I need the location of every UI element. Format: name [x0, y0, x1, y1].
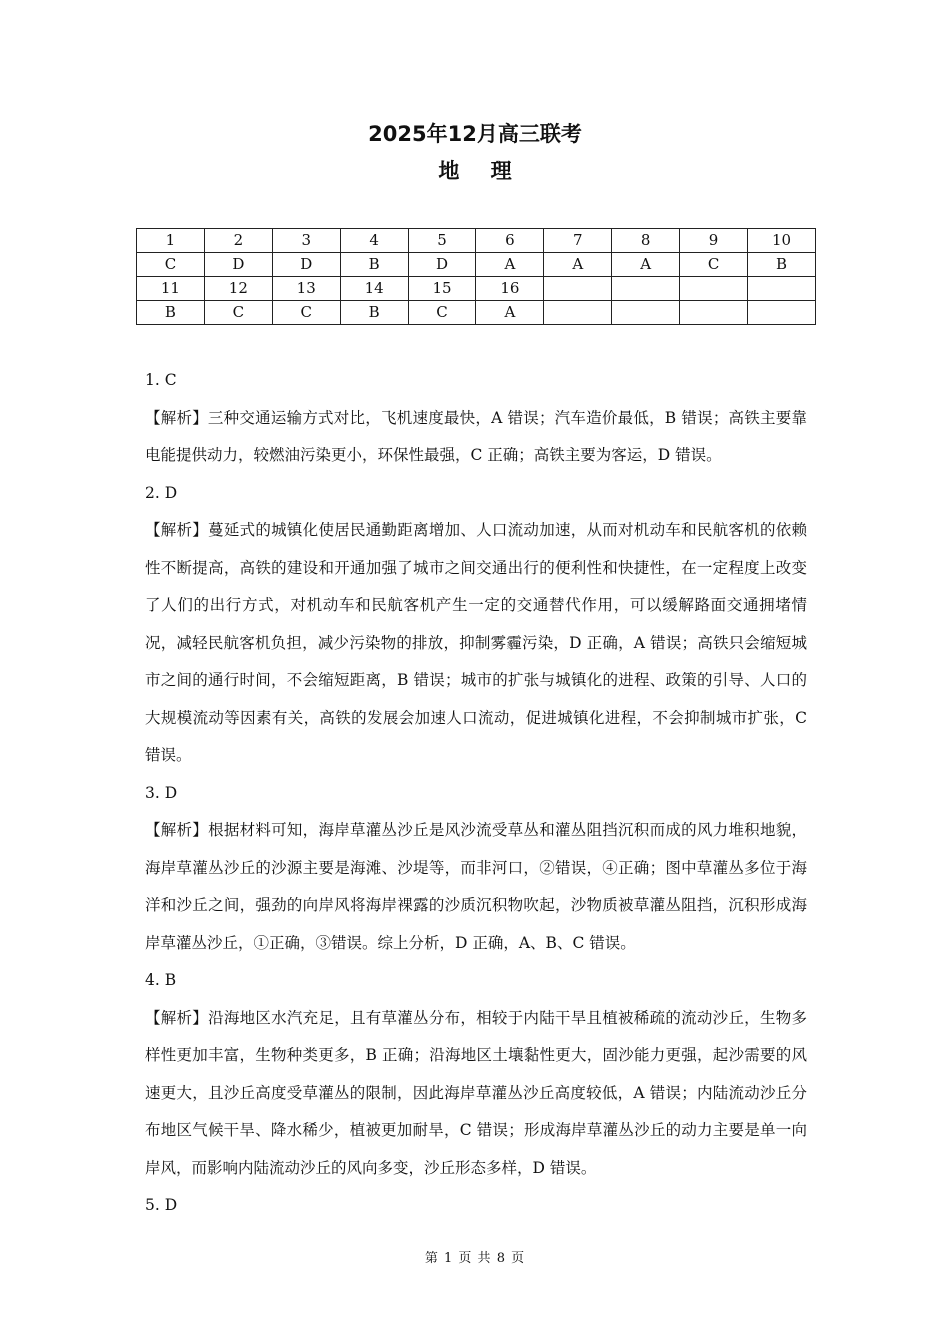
question-number-cell: [748, 277, 816, 301]
answer-cell: A: [612, 253, 680, 277]
question-number-cell: 14: [340, 277, 408, 301]
answer-analysis: 【解析】根据材料可知，海岸草灌丛沙丘是风沙流受草丛和灌丛阻挡沉积而成的风力堆积地貌，海岸草灌丛沙丘的沙源主要是海滩、沙堤等，而非河口，②错误，④正确；图中草灌丛多位于海洋和沙丘之间，强劲的向岸风将海岸裸露的沙质沉积物吹起，沙物质被草灌丛阻挡，沉积形成海岸草灌丛沙丘，①正确，③错误。综上分析，D 正确，A、B、C 错误。: [145, 821, 807, 952]
question-number-cell: [680, 277, 748, 301]
question-number-cell: 4: [340, 229, 408, 253]
document-title: 2025年12月高三联考: [368, 122, 582, 146]
question-number-cell: 9: [680, 229, 748, 253]
answer-table-row: [137, 253, 816, 277]
answer-cell: D: [408, 253, 476, 277]
question-number-cell: [612, 277, 680, 301]
answer-cell: B: [340, 253, 408, 277]
question-number-cell: 16: [476, 277, 544, 301]
answer-cell: [612, 301, 680, 325]
answer-cell: B: [137, 301, 205, 325]
answer-cell: C: [272, 301, 340, 325]
answer-cell: [748, 301, 816, 325]
question-number-cell: 12: [204, 277, 272, 301]
question-number-cell: 5: [408, 229, 476, 253]
answer-cell: [544, 301, 612, 325]
answer-table-row: [137, 301, 816, 325]
answer-cell: [680, 301, 748, 325]
answer-cell: C: [408, 301, 476, 325]
question-number-cell: 11: [137, 277, 205, 301]
question-number-cell: [544, 277, 612, 301]
question-number-cell: 3: [272, 229, 340, 253]
question-number-cell: 2: [204, 229, 272, 253]
answer-table: [136, 228, 816, 325]
question-number-cell: 15: [408, 277, 476, 301]
answer-analysis: 【解析】沿海地区水汽充足，且有草灌丛分布，相较于内陆干旱且植被稀疏的流动沙丘，生物多样性更加丰富，生物种类更多，B 正确；沿海地区土壤黏性更大，固沙能力更强，起沙需要的风速更大，且沙丘高度受草灌丛的限制，因此海岸草灌丛沙丘高度较低，A 错误；内陆流动沙丘分布地区气候干旱、降水稀少，植被更加耐旱，C 错误；形成海岸草灌丛沙丘的动力主要是单一向岸风，而影响内陆流动沙丘的风向多变，沙丘形态多样，D 错误。: [145, 1008, 807, 1177]
answer-table-row: [137, 277, 816, 301]
answer-number: 5. D: [145, 1196, 178, 1214]
answer-cell: B: [748, 253, 816, 277]
answer-cell: C: [204, 301, 272, 325]
question-number-cell: 10: [748, 229, 816, 253]
question-number-cell: 13: [272, 277, 340, 301]
answer-cell: C: [137, 253, 205, 277]
answer-analysis: 【解析】三种交通运输方式对比，飞机速度最快，A 错误；汽车造价最低，B 错误；高铁主要靠电能提供动力，较燃油污染更小，环保性最强，C 正确；高铁主要为客运，D 错误。: [145, 408, 807, 464]
answer-cell: B: [340, 301, 408, 325]
answer-number: 2. D: [145, 483, 178, 502]
question-number-cell: 6: [476, 229, 544, 253]
answer-cell: D: [204, 253, 272, 277]
answer-explanations: [145, 362, 807, 1225]
answer-number: 1. C: [145, 371, 177, 389]
question-number-cell: 1: [137, 229, 205, 253]
answer-analysis: 【解析】蔓延式的城镇化使居民通勤距离增加、人口流动加速，从而对机动车和民航客机的依赖性不断提高，高铁的建设和开通加强了城市之间交通出行的便利性和快捷性，在一定程度上改变了人们的出行方式，对机动车和民航客机产生一定的交通替代作用，可以缓解路面交通拥堵情况，减轻民航客机负担，减少污染物的排放，抑制雾霾污染，D 正确，A 错误；高铁只会缩短城市之间的通行时间，不会缩短距离，B 错误；城市的扩张与城镇化的进程、政策的引导、人口的大规模流动等因素有关，高铁的发展会加速人口流动，促进城镇化进程，不会抑制城市扩张，C 错误。: [145, 521, 807, 764]
answer-cell: A: [544, 253, 612, 277]
page-footer: 第 1 页 共 8 页: [424, 1251, 526, 1266]
answer-cell: A: [476, 253, 544, 277]
question-number-cell: 8: [612, 229, 680, 253]
subject-title: 地 理: [438, 159, 524, 183]
question-number-cell: 7: [544, 229, 612, 253]
answer-cell: C: [680, 253, 748, 277]
answer-cell: A: [476, 301, 544, 325]
answer-number: 4. B: [145, 971, 177, 989]
answer-number: 3. D: [145, 783, 178, 802]
answer-cell: D: [272, 253, 340, 277]
answer-table-row: [137, 229, 816, 253]
